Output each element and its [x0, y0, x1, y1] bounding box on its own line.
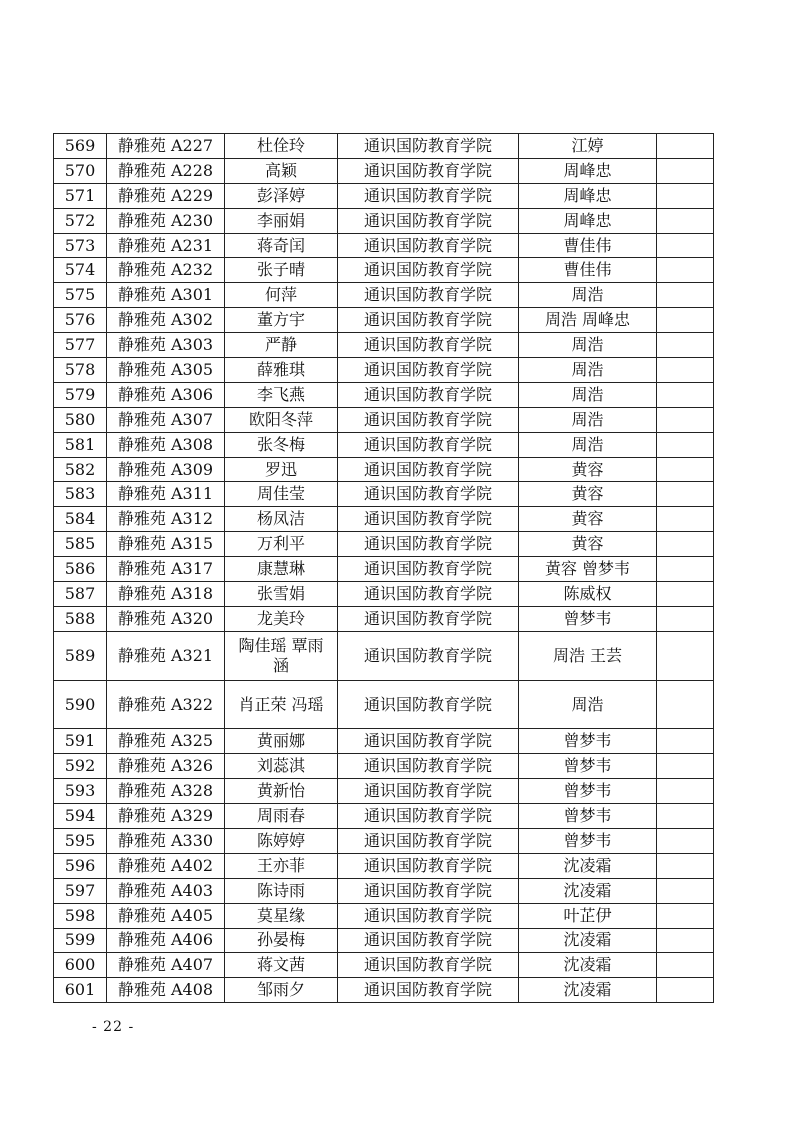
student-name-cell [225, 606, 338, 631]
college-name-cell: 通识国防教育学院 [338, 928, 519, 953]
remark-cell [657, 804, 714, 829]
remark-cell [657, 258, 714, 283]
row-number-cell: 593 [54, 779, 107, 804]
roster-body [54, 134, 714, 1003]
student-name-text: 邹雨夕 [256, 980, 305, 1000]
table-row [54, 333, 714, 358]
table-row [54, 382, 714, 407]
student-name-text: 陶佳瑶 覃雨涵 [238, 635, 324, 675]
row-number-cell: 579 [54, 382, 107, 407]
table-row [54, 779, 714, 804]
counselor-name-cell: 曾梦韦 [519, 606, 657, 631]
college-name-cell: 通识国防教育学院 [338, 953, 519, 978]
row-number-cell: 572 [54, 208, 107, 233]
college-name-cell: 通识国防教育学院 [338, 183, 519, 208]
counselor-name-cell: 沈凌霜 [519, 853, 657, 878]
table-row [54, 258, 714, 283]
student-name-text: 陈诗雨 [256, 880, 305, 900]
student-name-text: 王亦菲 [256, 855, 305, 875]
college-name-cell: 通识国防教育学院 [338, 407, 519, 432]
student-name-cell [225, 407, 338, 432]
student-name-cell [225, 680, 338, 729]
counselor-name-cell: 黄容 曾梦韦 [519, 557, 657, 582]
student-name-cell [225, 382, 338, 407]
room-number-cell: 静雅苑 A228 [107, 158, 225, 183]
room-number-cell: 静雅苑 A320 [107, 606, 225, 631]
row-number-cell: 587 [54, 582, 107, 607]
room-number-cell: 静雅苑 A407 [107, 953, 225, 978]
room-number-cell: 静雅苑 A306 [107, 382, 225, 407]
student-name-cell [225, 358, 338, 383]
counselor-name-cell: 曹佳伟 [519, 233, 657, 258]
table-row [54, 407, 714, 432]
row-number-cell: 594 [54, 804, 107, 829]
table-row [54, 828, 714, 853]
remark-cell [657, 754, 714, 779]
counselor-name-cell: 黄容 [519, 482, 657, 507]
row-number-cell: 596 [54, 853, 107, 878]
student-name-cell [225, 258, 338, 283]
table-row [54, 557, 714, 582]
remark-cell [657, 208, 714, 233]
table-row [54, 729, 714, 754]
college-name-cell: 通识国防教育学院 [338, 779, 519, 804]
row-number-cell: 598 [54, 903, 107, 928]
student-name-cell [225, 333, 338, 358]
counselor-name-cell: 叶芷伊 [519, 903, 657, 928]
student-name-text: 罗迅 [264, 459, 297, 479]
remark-cell [657, 308, 714, 333]
remark-cell [657, 729, 714, 754]
room-number-cell: 静雅苑 A308 [107, 432, 225, 457]
room-number-cell: 静雅苑 A329 [107, 804, 225, 829]
student-name-text: 张冬梅 [256, 434, 305, 454]
student-name-cell [225, 903, 338, 928]
student-name-text: 万利平 [256, 534, 305, 554]
room-number-cell: 静雅苑 A328 [107, 779, 225, 804]
row-number-cell: 571 [54, 183, 107, 208]
college-name-cell: 通识国防教育学院 [338, 557, 519, 582]
student-name-cell [225, 134, 338, 159]
college-name-cell: 通识国防教育学院 [338, 358, 519, 383]
table-row [54, 978, 714, 1003]
room-number-cell: 静雅苑 A315 [107, 532, 225, 557]
table-row [54, 283, 714, 308]
row-number-cell: 575 [54, 283, 107, 308]
table-row [54, 754, 714, 779]
counselor-name-cell: 曾梦韦 [519, 779, 657, 804]
remark-cell [657, 183, 714, 208]
counselor-name-cell: 周峰忠 [519, 183, 657, 208]
counselor-name-cell: 周浩 [519, 358, 657, 383]
room-number-cell: 静雅苑 A321 [107, 631, 225, 680]
student-name-cell [225, 631, 338, 680]
room-number-cell: 静雅苑 A309 [107, 457, 225, 482]
college-name-cell: 通识国防教育学院 [338, 208, 519, 233]
student-name-cell [225, 233, 338, 258]
counselor-name-cell: 黄容 [519, 457, 657, 482]
row-number-cell: 591 [54, 729, 107, 754]
college-name-cell: 通识国防教育学院 [338, 482, 519, 507]
room-number-cell: 静雅苑 A325 [107, 729, 225, 754]
student-name-text: 周佳莹 [256, 484, 305, 504]
table-row [54, 308, 714, 333]
counselor-name-cell: 江婷 [519, 134, 657, 159]
college-name-cell: 通识国防教育学院 [338, 258, 519, 283]
room-number-cell: 静雅苑 A406 [107, 928, 225, 953]
college-name-cell: 通识国防教育学院 [338, 158, 519, 183]
room-number-cell: 静雅苑 A402 [107, 853, 225, 878]
room-number-cell: 静雅苑 A231 [107, 233, 225, 258]
college-name-cell: 通识国防教育学院 [338, 631, 519, 680]
student-name-cell [225, 482, 338, 507]
row-number-cell: 592 [54, 754, 107, 779]
student-name-cell [225, 953, 338, 978]
remark-cell [657, 532, 714, 557]
row-number-cell: 588 [54, 606, 107, 631]
counselor-name-cell: 曹佳伟 [519, 258, 657, 283]
remark-cell [657, 233, 714, 258]
table-row [54, 208, 714, 233]
student-name-text: 李丽娟 [256, 210, 305, 230]
student-name-cell [225, 432, 338, 457]
student-name-text: 杨凤洁 [256, 509, 305, 529]
student-name-text: 黄新怡 [256, 781, 305, 801]
student-name-cell [225, 853, 338, 878]
room-number-cell: 静雅苑 A311 [107, 482, 225, 507]
remark-cell [657, 407, 714, 432]
college-name-cell: 通识国防教育学院 [338, 828, 519, 853]
student-name-text: 薛雅琪 [256, 359, 305, 379]
remark-cell [657, 134, 714, 159]
college-name-cell: 通识国防教育学院 [338, 457, 519, 482]
student-name-text: 李飞燕 [256, 384, 305, 404]
counselor-name-cell: 周浩 [519, 382, 657, 407]
remark-cell [657, 557, 714, 582]
student-name-cell [225, 754, 338, 779]
college-name-cell: 通识国防教育学院 [338, 283, 519, 308]
remark-cell [657, 283, 714, 308]
student-name-text: 龙美玲 [256, 608, 305, 628]
room-number-cell: 静雅苑 A317 [107, 557, 225, 582]
college-name-cell: 通识国防教育学院 [338, 233, 519, 258]
table-row [54, 134, 714, 159]
student-name-text: 肖正荣 冯瑶 [238, 694, 324, 714]
room-number-cell: 静雅苑 A232 [107, 258, 225, 283]
room-number-cell: 静雅苑 A312 [107, 507, 225, 532]
row-number-cell: 597 [54, 878, 107, 903]
row-number-cell: 569 [54, 134, 107, 159]
counselor-name-cell: 周峰忠 [519, 158, 657, 183]
table-row [54, 183, 714, 208]
remark-cell [657, 507, 714, 532]
counselor-name-cell: 沈凌霜 [519, 878, 657, 903]
counselor-name-cell: 沈凌霜 [519, 978, 657, 1003]
table-row [54, 680, 714, 729]
college-name-cell: 通识国防教育学院 [338, 382, 519, 407]
college-name-cell: 通识国防教育学院 [338, 134, 519, 159]
student-name-text: 严静 [264, 335, 297, 355]
table-row [54, 432, 714, 457]
remark-cell [657, 382, 714, 407]
student-name-cell [225, 183, 338, 208]
room-number-cell: 静雅苑 A230 [107, 208, 225, 233]
student-name-cell [225, 457, 338, 482]
room-number-cell: 静雅苑 A322 [107, 680, 225, 729]
row-number-cell: 576 [54, 308, 107, 333]
student-name-text: 黄丽娜 [256, 731, 305, 751]
dormitory-roster-table [53, 133, 714, 1003]
table-row [54, 358, 714, 383]
college-name-cell: 通识国防教育学院 [338, 432, 519, 457]
counselor-name-cell: 曾梦韦 [519, 828, 657, 853]
student-name-cell [225, 158, 338, 183]
counselor-name-cell: 周浩 [519, 283, 657, 308]
counselor-name-cell: 黄容 [519, 507, 657, 532]
row-number-cell: 584 [54, 507, 107, 532]
row-number-cell: 578 [54, 358, 107, 383]
counselor-name-cell: 周浩 [519, 680, 657, 729]
student-name-text: 周雨春 [256, 806, 305, 826]
student-name-cell [225, 283, 338, 308]
counselor-name-cell: 周浩 [519, 407, 657, 432]
room-number-cell: 静雅苑 A318 [107, 582, 225, 607]
remark-cell [657, 158, 714, 183]
student-name-text: 孙晏梅 [256, 930, 305, 950]
table-row [54, 953, 714, 978]
room-number-cell: 静雅苑 A305 [107, 358, 225, 383]
remark-cell [657, 779, 714, 804]
remark-cell [657, 978, 714, 1003]
student-name-cell [225, 779, 338, 804]
table-row [54, 804, 714, 829]
remark-cell [657, 903, 714, 928]
room-number-cell: 静雅苑 A330 [107, 828, 225, 853]
college-name-cell: 通识国防教育学院 [338, 333, 519, 358]
row-number-cell: 601 [54, 978, 107, 1003]
student-name-cell [225, 532, 338, 557]
counselor-name-cell: 周峰忠 [519, 208, 657, 233]
remark-cell [657, 878, 714, 903]
room-number-cell: 静雅苑 A403 [107, 878, 225, 903]
counselor-name-cell: 黄容 [519, 532, 657, 557]
table-row [54, 482, 714, 507]
student-name-text: 欧阳冬萍 [248, 409, 313, 429]
row-number-cell: 581 [54, 432, 107, 457]
remark-cell [657, 631, 714, 680]
row-number-cell: 574 [54, 258, 107, 283]
table-row [54, 582, 714, 607]
counselor-name-cell: 周浩 周峰忠 [519, 308, 657, 333]
remark-cell [657, 953, 714, 978]
college-name-cell: 通识国防教育学院 [338, 729, 519, 754]
row-number-cell: 600 [54, 953, 107, 978]
remark-cell [657, 606, 714, 631]
row-number-cell: 599 [54, 928, 107, 953]
student-name-text: 董方宇 [256, 310, 305, 330]
student-name-cell [225, 582, 338, 607]
student-name-cell [225, 308, 338, 333]
student-name-text: 蒋奇闰 [256, 235, 305, 255]
remark-cell [657, 333, 714, 358]
remark-cell [657, 928, 714, 953]
table-row [54, 507, 714, 532]
page-number: - 22 - [92, 1019, 135, 1035]
college-name-cell: 通识国防教育学院 [338, 582, 519, 607]
counselor-name-cell: 陈威权 [519, 582, 657, 607]
table-row [54, 457, 714, 482]
table-row [54, 631, 714, 680]
student-name-text: 高颖 [264, 160, 297, 180]
student-name-text: 彭泽婷 [256, 185, 305, 205]
room-number-cell: 静雅苑 A405 [107, 903, 225, 928]
remark-cell [657, 582, 714, 607]
counselor-name-cell: 沈凌霜 [519, 928, 657, 953]
student-name-cell [225, 928, 338, 953]
counselor-name-cell: 曾梦韦 [519, 729, 657, 754]
student-name-cell [225, 208, 338, 233]
row-number-cell: 577 [54, 333, 107, 358]
college-name-cell: 通识国防教育学院 [338, 804, 519, 829]
table-row [54, 928, 714, 953]
student-name-cell [225, 804, 338, 829]
remark-cell [657, 457, 714, 482]
room-number-cell: 静雅苑 A303 [107, 333, 225, 358]
student-name-text: 蒋文茜 [256, 955, 305, 975]
counselor-name-cell: 周浩 [519, 333, 657, 358]
row-number-cell: 589 [54, 631, 107, 680]
student-name-text: 康慧琳 [256, 559, 305, 579]
college-name-cell: 通识国防教育学院 [338, 680, 519, 729]
row-number-cell: 573 [54, 233, 107, 258]
row-number-cell: 595 [54, 828, 107, 853]
table-row [54, 532, 714, 557]
student-name-cell [225, 729, 338, 754]
counselor-name-cell: 曾梦韦 [519, 804, 657, 829]
college-name-cell: 通识国防教育学院 [338, 978, 519, 1003]
college-name-cell: 通识国防教育学院 [338, 308, 519, 333]
remark-cell [657, 358, 714, 383]
room-number-cell: 静雅苑 A326 [107, 754, 225, 779]
remark-cell [657, 853, 714, 878]
college-name-cell: 通识国防教育学院 [338, 507, 519, 532]
student-name-text: 刘蕊淇 [256, 756, 305, 776]
college-name-cell: 通识国防教育学院 [338, 606, 519, 631]
remark-cell [657, 482, 714, 507]
room-number-cell: 静雅苑 A307 [107, 407, 225, 432]
row-number-cell: 583 [54, 482, 107, 507]
student-name-text: 张子晴 [256, 260, 305, 280]
student-name-cell [225, 507, 338, 532]
row-number-cell: 586 [54, 557, 107, 582]
table-row [54, 878, 714, 903]
row-number-cell: 582 [54, 457, 107, 482]
room-number-cell: 静雅苑 A229 [107, 183, 225, 208]
college-name-cell: 通识国防教育学院 [338, 754, 519, 779]
student-name-text: 杜佺玲 [256, 135, 305, 155]
student-name-text: 莫星缘 [256, 905, 305, 925]
row-number-cell: 580 [54, 407, 107, 432]
table-row [54, 606, 714, 631]
student-name-cell [225, 557, 338, 582]
counselor-name-cell: 周浩 王芸 [519, 631, 657, 680]
row-number-cell: 570 [54, 158, 107, 183]
remark-cell [657, 828, 714, 853]
college-name-cell: 通识国防教育学院 [338, 532, 519, 557]
row-number-cell: 585 [54, 532, 107, 557]
table-row [54, 158, 714, 183]
student-name-cell [225, 828, 338, 853]
college-name-cell: 通识国防教育学院 [338, 878, 519, 903]
student-name-text: 何萍 [264, 285, 297, 305]
counselor-name-cell: 沈凌霜 [519, 953, 657, 978]
table-row [54, 233, 714, 258]
row-number-cell: 590 [54, 680, 107, 729]
table-row [54, 903, 714, 928]
remark-cell [657, 432, 714, 457]
student-name-text: 陈婷婷 [256, 830, 305, 850]
table-row [54, 853, 714, 878]
room-number-cell: 静雅苑 A301 [107, 283, 225, 308]
room-number-cell: 静雅苑 A302 [107, 308, 225, 333]
college-name-cell: 通识国防教育学院 [338, 903, 519, 928]
student-name-cell [225, 978, 338, 1003]
room-number-cell: 静雅苑 A408 [107, 978, 225, 1003]
remark-cell [657, 680, 714, 729]
student-name-cell [225, 878, 338, 903]
counselor-name-cell: 曾梦韦 [519, 754, 657, 779]
room-number-cell: 静雅苑 A227 [107, 134, 225, 159]
student-name-text: 张雪娟 [256, 583, 305, 603]
counselor-name-cell: 周浩 [519, 432, 657, 457]
college-name-cell: 通识国防教育学院 [338, 853, 519, 878]
